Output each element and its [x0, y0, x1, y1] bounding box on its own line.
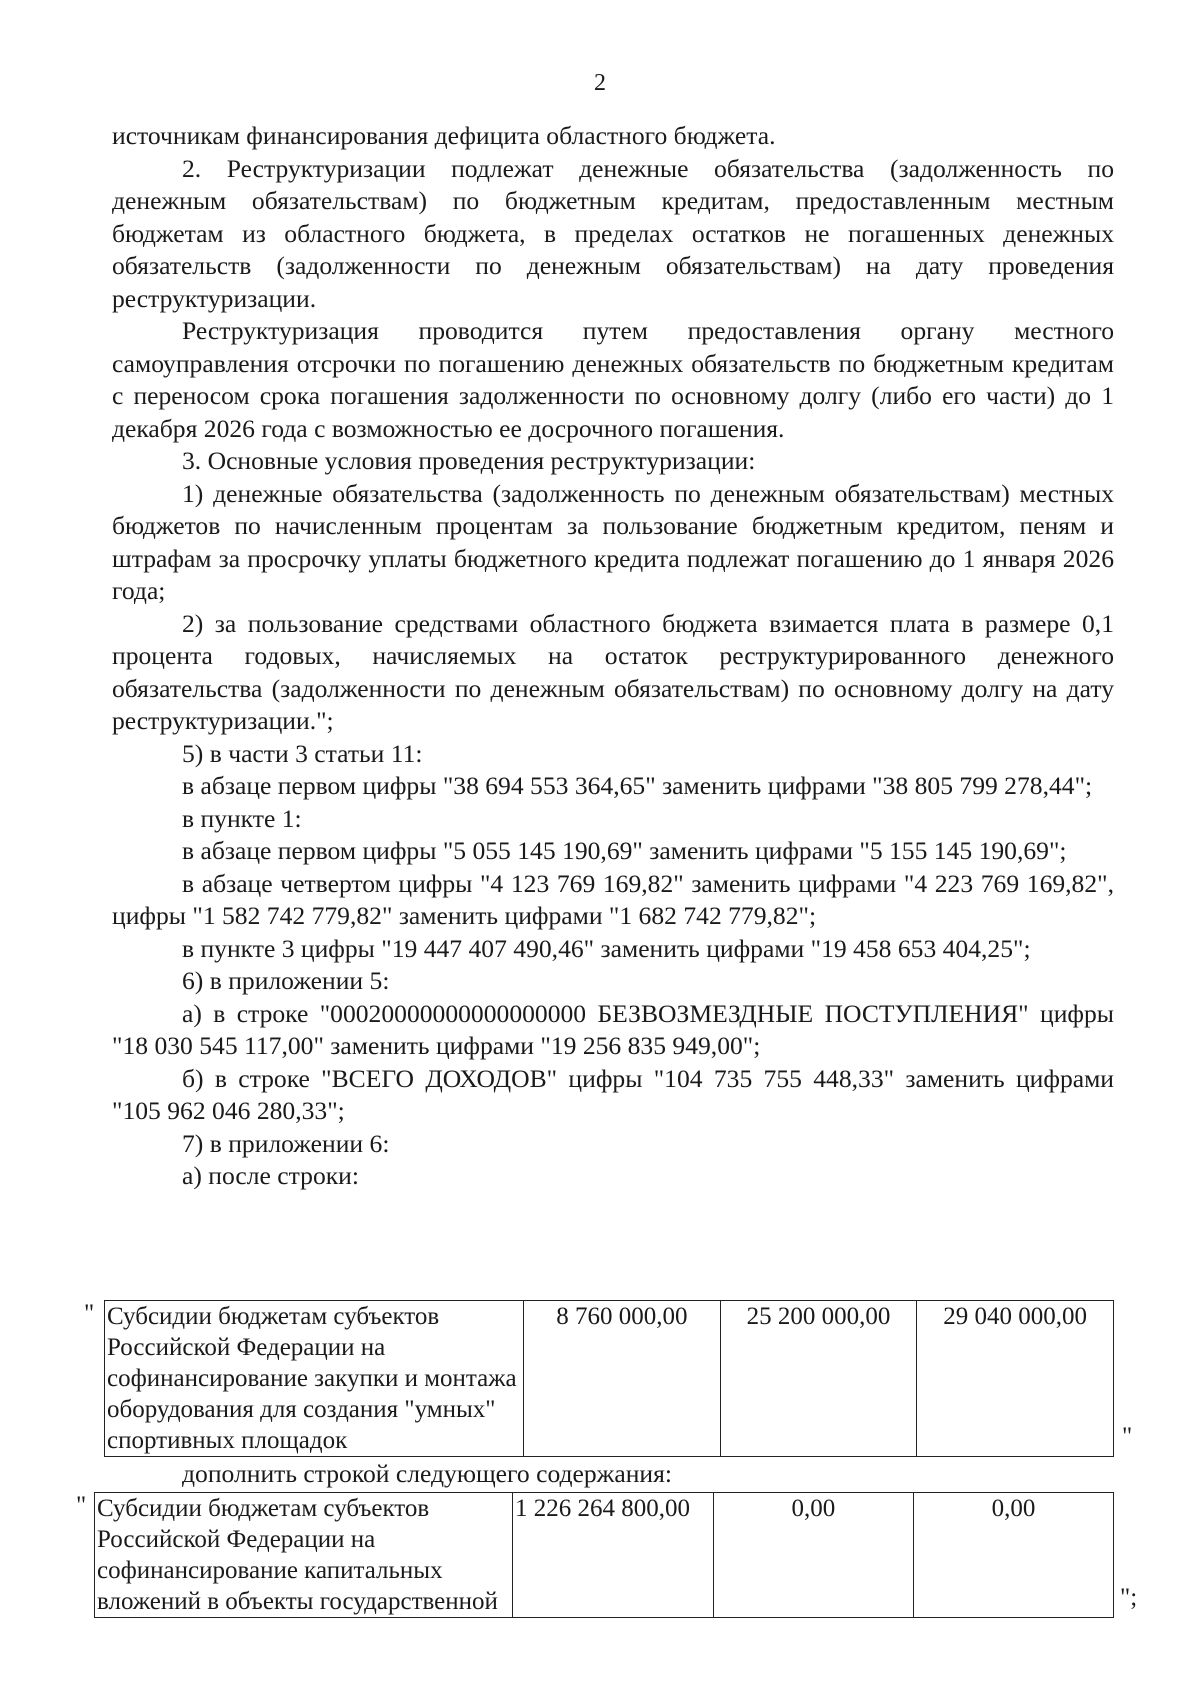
table2	[94, 1492, 1114, 1618]
page-number: 2	[594, 70, 606, 96]
paragraph: 1) денежные обязательства (задолженность по денежным обязательствам) местных бюджетов по начисленным процентам за пользование бюджетным кредитом, пеням и штрафам за просрочку уплаты бюджетного кредита подлежат погашению до 1 января 2026 года;	[112, 478, 1114, 605]
paragraph: Реструктуризация проводится путем предоставления органу местного самоуправления отсрочки по погашению денежных обязательств по бюджетным кредитам с переносом срока погашения задолженности по основному долгу (либо его части) до 1 декабря 2026 года с возможностью ее досрочного погашения.	[112, 316, 1114, 443]
paragraph: источникам финансирования дефицита областного бюджета.	[112, 121, 776, 150]
paragraph: в пункте 1:	[182, 803, 302, 833]
table-row	[105, 1301, 1114, 1457]
paragraph: в абзаце первом цифры "5 055 145 190,69" заменить цифрами "5 155 145 190,69";	[182, 836, 1067, 865]
between-text: дополнить строкой следующего содержания:	[182, 1459, 673, 1488]
table-row	[95, 1493, 1114, 1618]
table1-value-cell: 29 040 000,00	[917, 1301, 1114, 1457]
paragraph: в пункте 3 цифры "19 447 407 490,46" заменить цифрами "19 458 653 404,25";	[182, 933, 1031, 963]
paragraph: 7) в приложении 6:	[182, 1128, 390, 1158]
paragraph: б) в строке "ВСЕГО ДОХОДОВ" цифры "104 735 755 448,33" заменить цифрами "105 962 046 280,33";	[112, 1063, 1114, 1125]
table2-value-cell: 0,00	[713, 1493, 913, 1618]
paragraph: в абзаце первом цифры "38 694 553 364,65" заменить цифрами "38 805 799 278,44";	[182, 771, 1093, 800]
paragraph: 6) в приложении 5:	[182, 966, 390, 995]
table2-open-quote: "	[76, 1492, 87, 1519]
paragraph: а) в строке "00020000000000000000 БЕЗВОЗМЕЗДНЫЕ ПОСТУПЛЕНИЯ" цифры "18 030 545 117,00" заменить цифрами "19 256 835 949,00";	[112, 998, 1114, 1060]
paragraph: 5) в части 3 статьи 11:	[182, 738, 423, 768]
table1-open-quote: "	[84, 1300, 95, 1327]
paragraph: в абзаце четвертом цифры "4 123 769 169,82" заменить цифрами "4 223 769 169,82", цифры "1 582 742 779,82" заменить цифрами "1 682 742 779,82";	[112, 868, 1114, 930]
table2-value-cell: 1 226 264 800,00	[513, 1493, 714, 1618]
table1-close-quote: "	[1122, 1423, 1133, 1450]
paragraph: а) после строки:	[182, 1161, 359, 1190]
paragraph: 3. Основные условия проведения реструктуризации:	[182, 446, 756, 475]
paragraph: 2) за пользование средствами областного бюджета взимается плата в размере 0,1 процента годовых, начисляемых на остаток реструктурированного денежного обязательства (задолженности по денежным обязательствам) по основному долгу на дату реструктуризации.";	[112, 608, 1114, 735]
table1-value-cell: 25 200 000,00	[720, 1301, 917, 1457]
table1	[104, 1300, 1114, 1457]
table2-value-cell: 0,00	[913, 1493, 1113, 1618]
table2-name-cell: Субсидии бюджетам субъектов Российской Федерации на софинансирование капитальных вложений в объекты государственной	[95, 1493, 513, 1618]
document-body	[112, 120, 1114, 1193]
table1-name-cell: Субсидии бюджетам субъектов Российской Федерации на софинансирование закупки и монтажа оборудования для создания "умных" спортивных площадок	[105, 1301, 524, 1457]
paragraph: 2. Реструктуризации подлежат денежные обязательства (задолженность по денежным обязательствам) по бюджетным кредитам, предоставленным местным бюджетам из областного бюджета, в пределах остатков не погашенных денежных обязательств (задолженности по денежным обязательствам) на дату проведения реструктуризации.	[112, 153, 1114, 313]
table2-close-quote: ";	[1120, 1584, 1138, 1611]
table1-value-cell: 8 760 000,00	[524, 1301, 721, 1457]
